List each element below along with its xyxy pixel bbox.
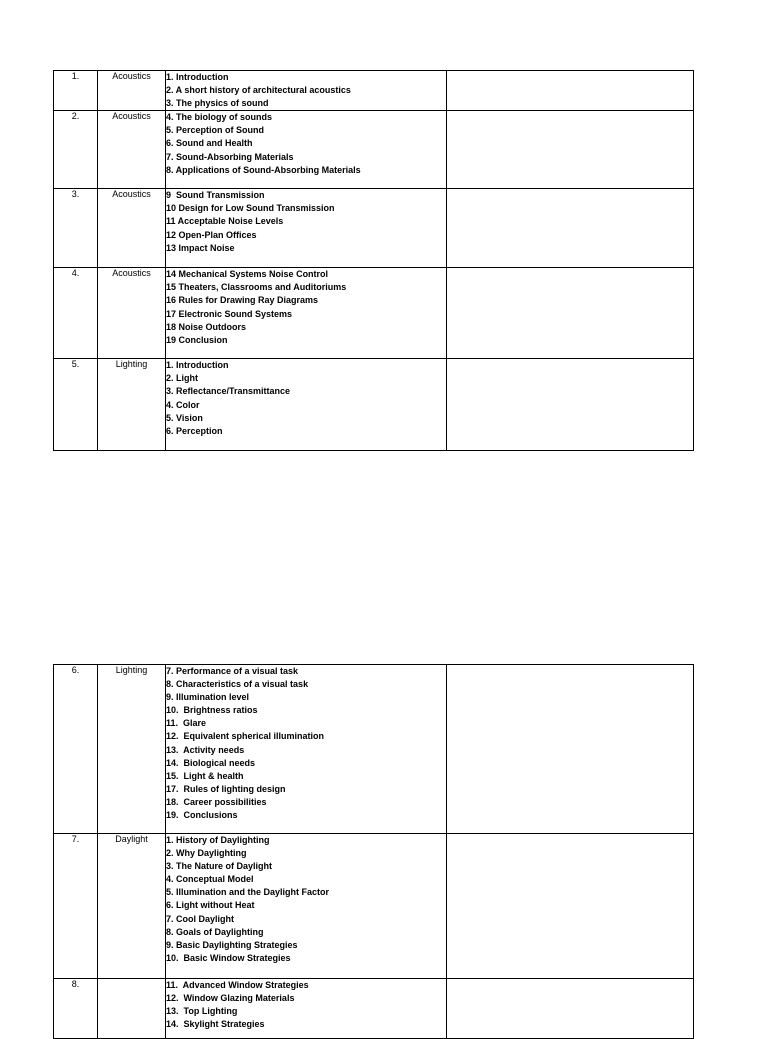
row-number: 1.: [54, 71, 98, 111]
topic-item: 10. Brightness ratios: [166, 705, 258, 716]
subject-cell: Lighting: [98, 665, 166, 834]
empty-cell: [447, 359, 694, 451]
topic-item: 12. Window Glazing Materials: [166, 993, 295, 1004]
topic-item: 3. Reflectance/Transmittance: [166, 386, 291, 397]
topics-cell: [166, 359, 447, 451]
topic-item: 6. Light without Heat: [166, 900, 255, 911]
topics-cell: [166, 189, 447, 268]
topic-item: 12 Open-Plan Offices: [166, 229, 257, 240]
syllabus-table-2: [53, 664, 694, 1039]
topic-item: 1. Introduction: [166, 72, 229, 82]
topic-item: 9. Illumination level: [166, 692, 250, 703]
topic-item: 5. Perception of Sound: [166, 125, 265, 136]
topic-item: 7. Sound-Absorbing Materials: [166, 151, 294, 162]
topic-item: 12. Equivalent spherical illumination: [166, 731, 325, 742]
topic-item: 9 Sound Transmission: [166, 190, 265, 201]
topic-item: 14. Skylight Strategies: [166, 1019, 265, 1030]
topics-cell: [166, 665, 447, 834]
row-number: 8.: [54, 979, 98, 1039]
topic-item: 18. Career possibilities: [166, 796, 267, 807]
subject-cell: Acoustics: [98, 71, 166, 111]
subject-cell: [98, 979, 166, 1039]
table-row: [54, 979, 694, 1039]
topic-item: 5. Illumination and the Daylight Factor: [166, 887, 330, 898]
topic-item: 15 Theaters, Classrooms and Auditoriums: [166, 282, 347, 293]
topic-item: 1. Introduction: [166, 360, 229, 371]
empty-cell: [447, 979, 694, 1039]
topic-item: 4. The biology of sounds: [166, 112, 273, 123]
topic-item: 3. The physics of sound: [166, 98, 269, 109]
row-number: 4.: [54, 268, 98, 359]
topics-cell: [166, 834, 447, 979]
row-number: 3.: [54, 189, 98, 268]
table-row: [54, 71, 694, 111]
topic-item: 13 Impact Noise: [166, 242, 235, 253]
topic-item: 14. Biological needs: [166, 757, 256, 768]
topic-item: 8. Applications of Sound-Absorbing Materials: [166, 164, 361, 175]
topic-item: 2. Light: [166, 373, 198, 384]
topic-item: 11. Advanced Window Strategies: [166, 980, 309, 990]
syllabus-table-1: [53, 70, 694, 451]
topic-item: 2. A short history of architectural acoustics: [166, 85, 351, 96]
empty-cell: [447, 665, 694, 834]
topic-item: 6. Perception: [166, 425, 223, 436]
topic-item: 7. Cool Daylight: [166, 913, 235, 924]
topic-item: 8. Characteristics of a visual task: [166, 679, 309, 690]
empty-cell: [447, 111, 694, 189]
topics-cell: [166, 979, 447, 1039]
topic-item: 2. Why Daylighting: [166, 848, 247, 859]
topic-item: 5. Vision: [166, 412, 203, 423]
topic-item: 16 Rules for Drawing Ray Diagrams: [166, 295, 319, 306]
topic-item: 8. Goals of Daylighting: [166, 926, 264, 937]
topic-item: 14 Mechanical Systems Noise Control: [166, 269, 329, 280]
topic-item: 6. Sound and Health: [166, 138, 253, 149]
table-row: [54, 359, 694, 451]
topics-cell: [166, 268, 447, 359]
table-row: [54, 111, 694, 189]
empty-cell: [447, 71, 694, 111]
row-number: 2.: [54, 111, 98, 189]
topic-item: 18 Noise Outdoors: [166, 321, 247, 332]
topic-item: 13. Activity needs: [166, 744, 245, 755]
topics-cell: [166, 111, 447, 189]
row-number: 6.: [54, 665, 98, 834]
topics-cell: [166, 71, 447, 111]
subject-cell: Acoustics: [98, 189, 166, 268]
topic-item: 17. Rules of lighting design: [166, 783, 286, 794]
row-number: 7.: [54, 834, 98, 979]
empty-cell: [447, 189, 694, 268]
topic-item: 3. The Nature of Daylight: [166, 861, 273, 872]
topic-item: 19 Conclusion: [166, 334, 228, 345]
topic-item: 19. Conclusions: [166, 810, 238, 821]
table-row: [54, 189, 694, 268]
subject-cell: Acoustics: [98, 268, 166, 359]
topic-item: 4. Color: [166, 399, 200, 410]
empty-cell: [447, 268, 694, 359]
topic-item: 13. Top Lighting: [166, 1006, 238, 1017]
topic-item: 17 Electronic Sound Systems: [166, 308, 293, 319]
subject-cell: Lighting: [98, 359, 166, 451]
table-row: [54, 834, 694, 979]
topic-item: 7. Performance of a visual task: [166, 666, 299, 676]
table-row: [54, 665, 694, 834]
topic-item: 4. Conceptual Model: [166, 874, 254, 885]
topic-item: 9. Basic Daylighting Strategies: [166, 939, 298, 950]
empty-cell: [447, 834, 694, 979]
subject-cell: Daylight: [98, 834, 166, 979]
topic-item: 1. History of Daylighting: [166, 835, 270, 845]
row-number: 5.: [54, 359, 98, 451]
topic-item: 15. Light & health: [166, 770, 244, 781]
topic-item: 11 Acceptable Noise Levels: [166, 216, 284, 227]
topic-item: 10. Basic Window Strategies: [166, 952, 291, 963]
topic-item: 11. Glare: [166, 718, 207, 729]
subject-cell: Acoustics: [98, 111, 166, 189]
table-row: [54, 268, 694, 359]
topic-item: 10 Design for Low Sound Transmission: [166, 203, 335, 214]
